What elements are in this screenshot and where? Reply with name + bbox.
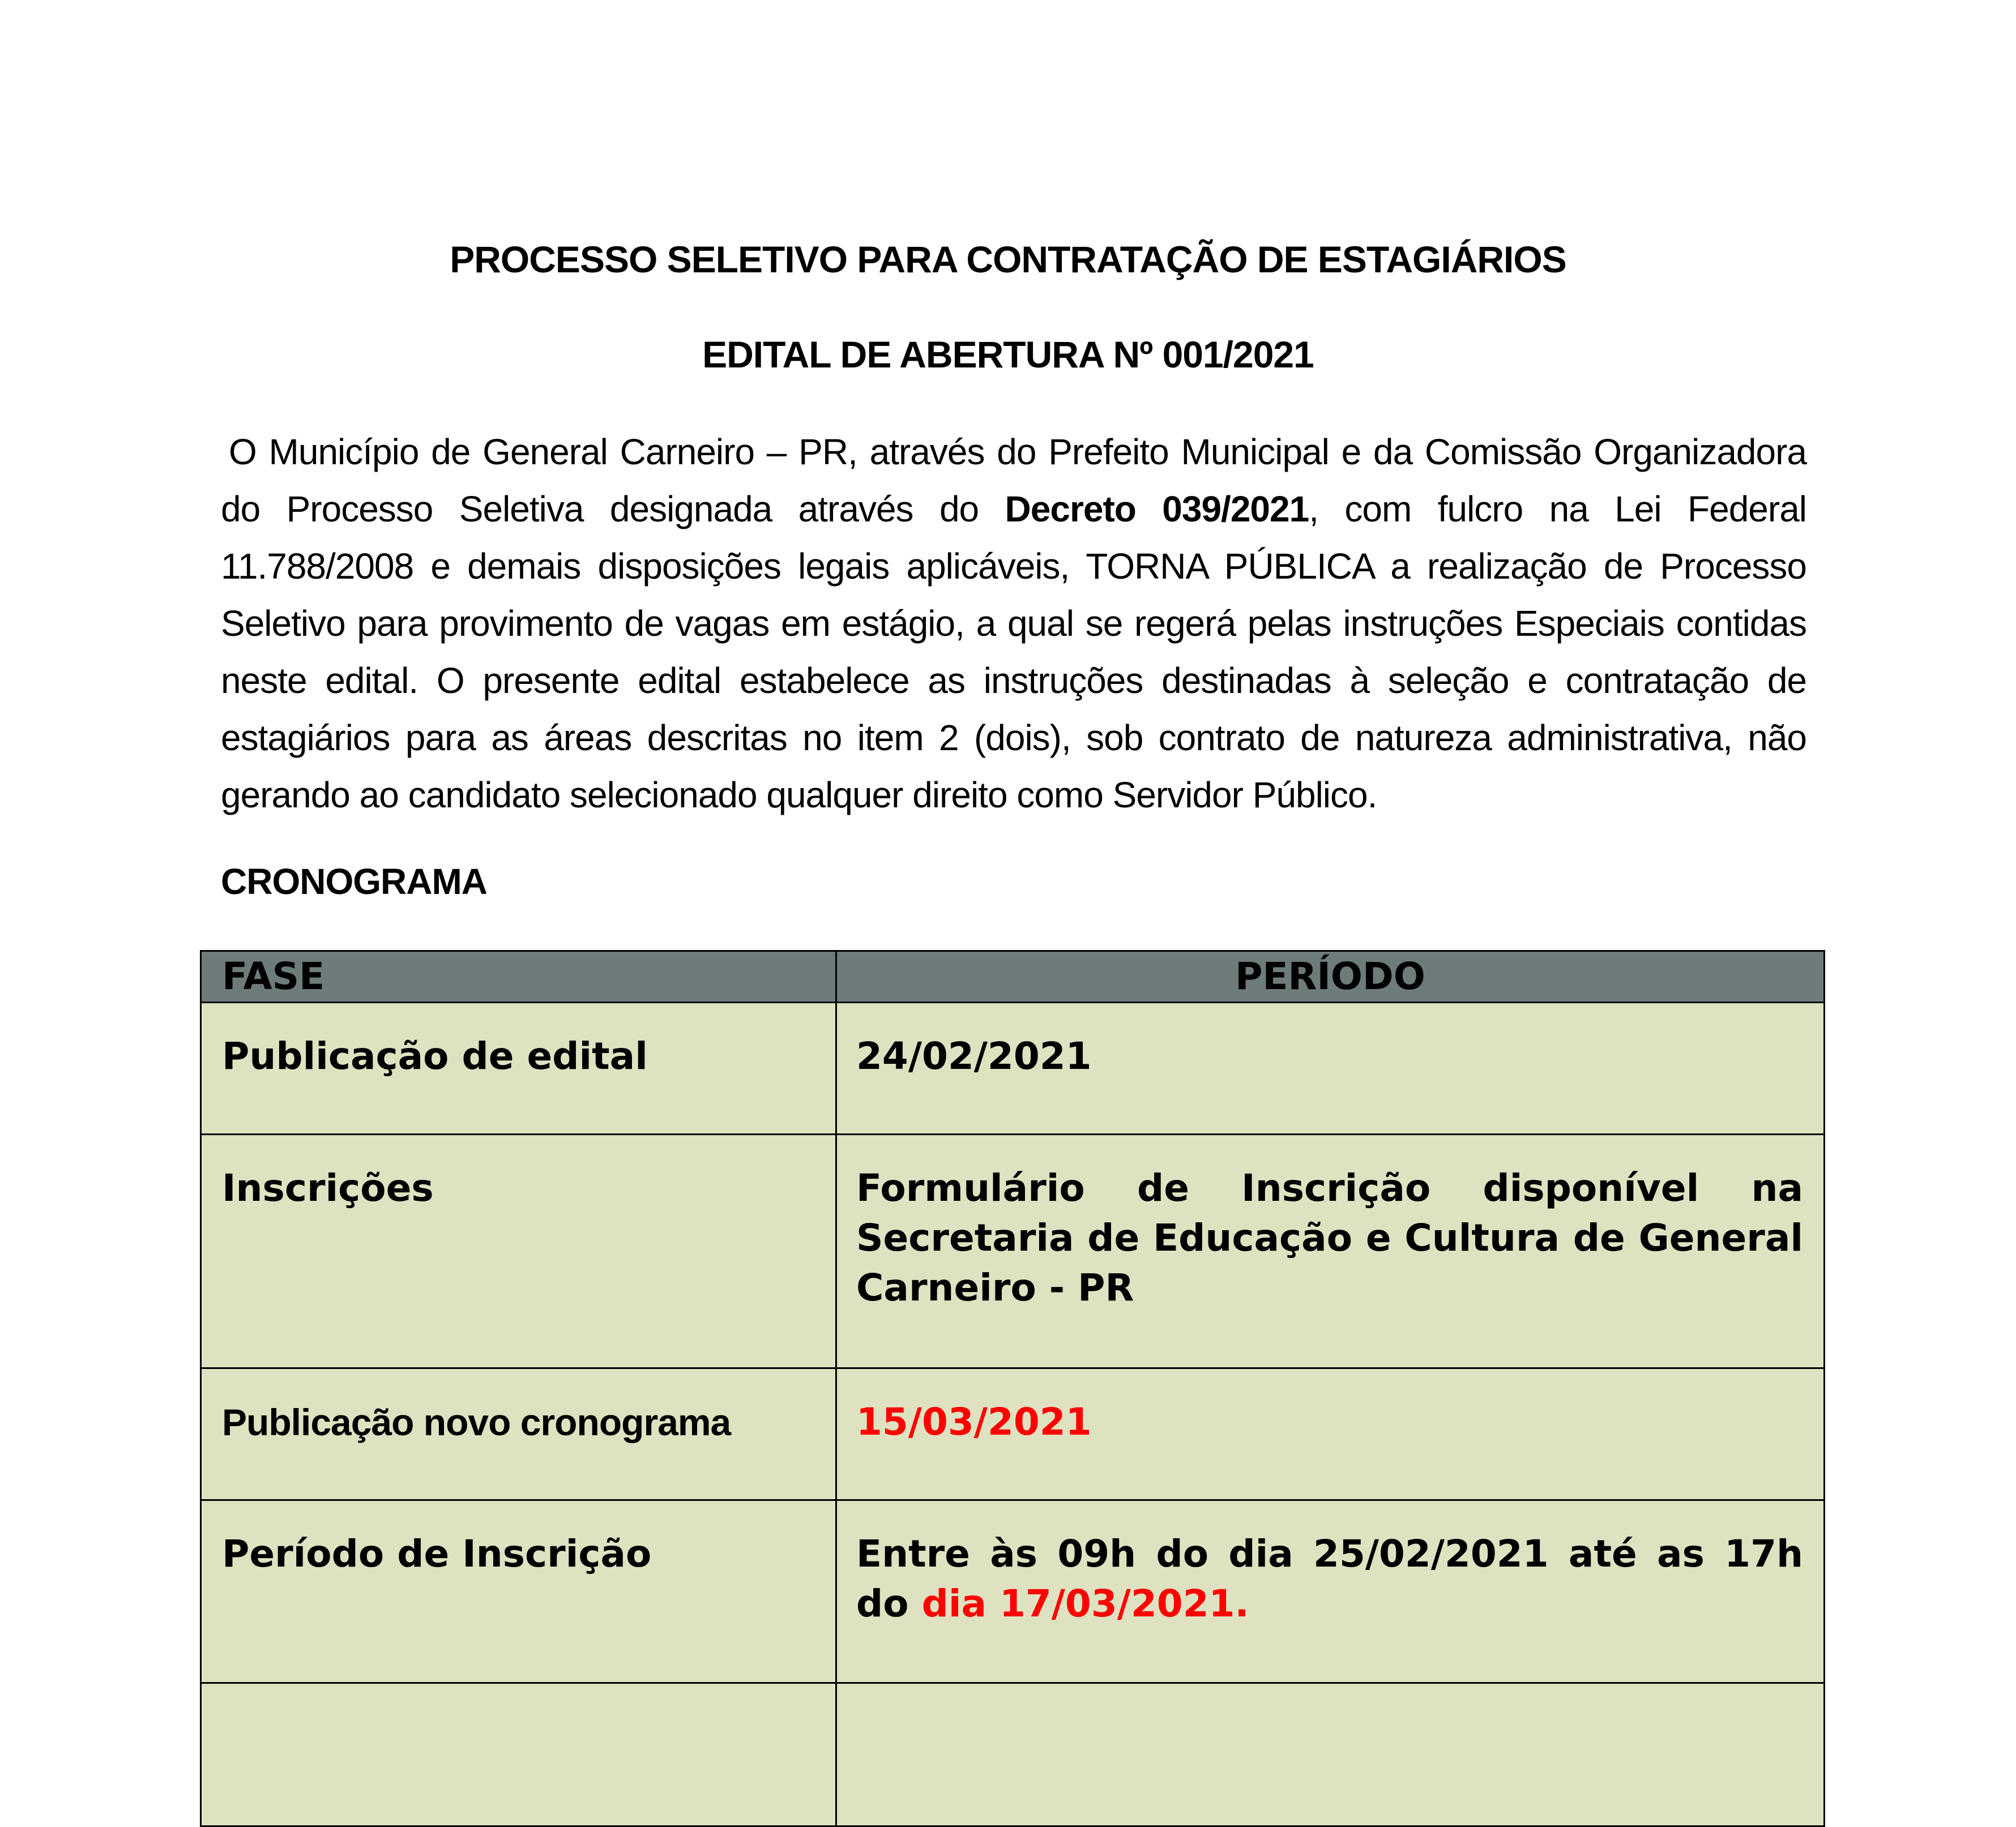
table-row xyxy=(201,1368,1825,1500)
column-header-phase: FASE xyxy=(201,951,836,1003)
phase-cell: Publicação de edital xyxy=(201,1003,836,1135)
period-cell xyxy=(836,1500,1825,1683)
table-row-partial xyxy=(201,1683,1825,1826)
schedule-table xyxy=(200,950,1825,1827)
intro-text-start: O Município de General Carneiro – PR, através do Prefeito Municipal e da Comissão Organizadora do Processo Seletiva designada através do xyxy=(221,431,1806,529)
period-cell: Formulário de Inscrição disponível na Secretaria de Educação e Cultura de General Carneiro - PR xyxy=(836,1135,1825,1368)
intro-text-end: , com fulcro na Lei Federal 11.788/2008 e demais disposições legais aplicáveis, TORNA PÚBLICA a realização de Processo Seletivo para provimento de vagas em estágio, a qual se regerá pelas instruções Especiais contidas neste edital. O presente edital estabelece as instruções destinadas à seleção e contratação de estagiários para as áreas descritas no item 2 (dois), sob contrato de natureza administrativa, não gerando ao candidato selecionado qualquer direito como Servidor Público. xyxy=(221,489,1806,815)
edital-number: EDITAL DE ABERTURA Nº 001/2021 xyxy=(702,333,1314,375)
phase-cell: Período de Inscrição xyxy=(201,1500,836,1683)
table-row xyxy=(201,1003,1825,1135)
period-cell-cut-off xyxy=(836,1683,1825,1826)
schedule-heading: CRONOGRAMA xyxy=(221,861,487,902)
period-cell-highlighted: 15/03/2021 xyxy=(836,1368,1825,1500)
decree-reference: Decreto 039/2021 xyxy=(1005,489,1309,529)
phase-cell: Inscrições xyxy=(201,1135,836,1368)
phase-cell-cut-off xyxy=(201,1683,836,1826)
period-text: Entre às 09h do dia 25/02/2021 até as 17h do xyxy=(856,1532,1803,1625)
phase-cell: Publicação novo cronograma xyxy=(201,1368,836,1500)
schedule-header-row xyxy=(201,951,1825,1003)
column-header-period: PERÍODO xyxy=(836,951,1825,1003)
document-title: PROCESSO SELETIVO PARA CONTRATAÇÃO DE ESTAGIÁRIOS xyxy=(450,238,1566,280)
table-row xyxy=(201,1500,1825,1683)
table-row xyxy=(201,1135,1825,1368)
intro-paragraph xyxy=(221,423,1806,824)
period-highlight-text: dia 17/03/2021. xyxy=(921,1582,1249,1625)
period-cell: 24/02/2021 xyxy=(836,1003,1825,1135)
